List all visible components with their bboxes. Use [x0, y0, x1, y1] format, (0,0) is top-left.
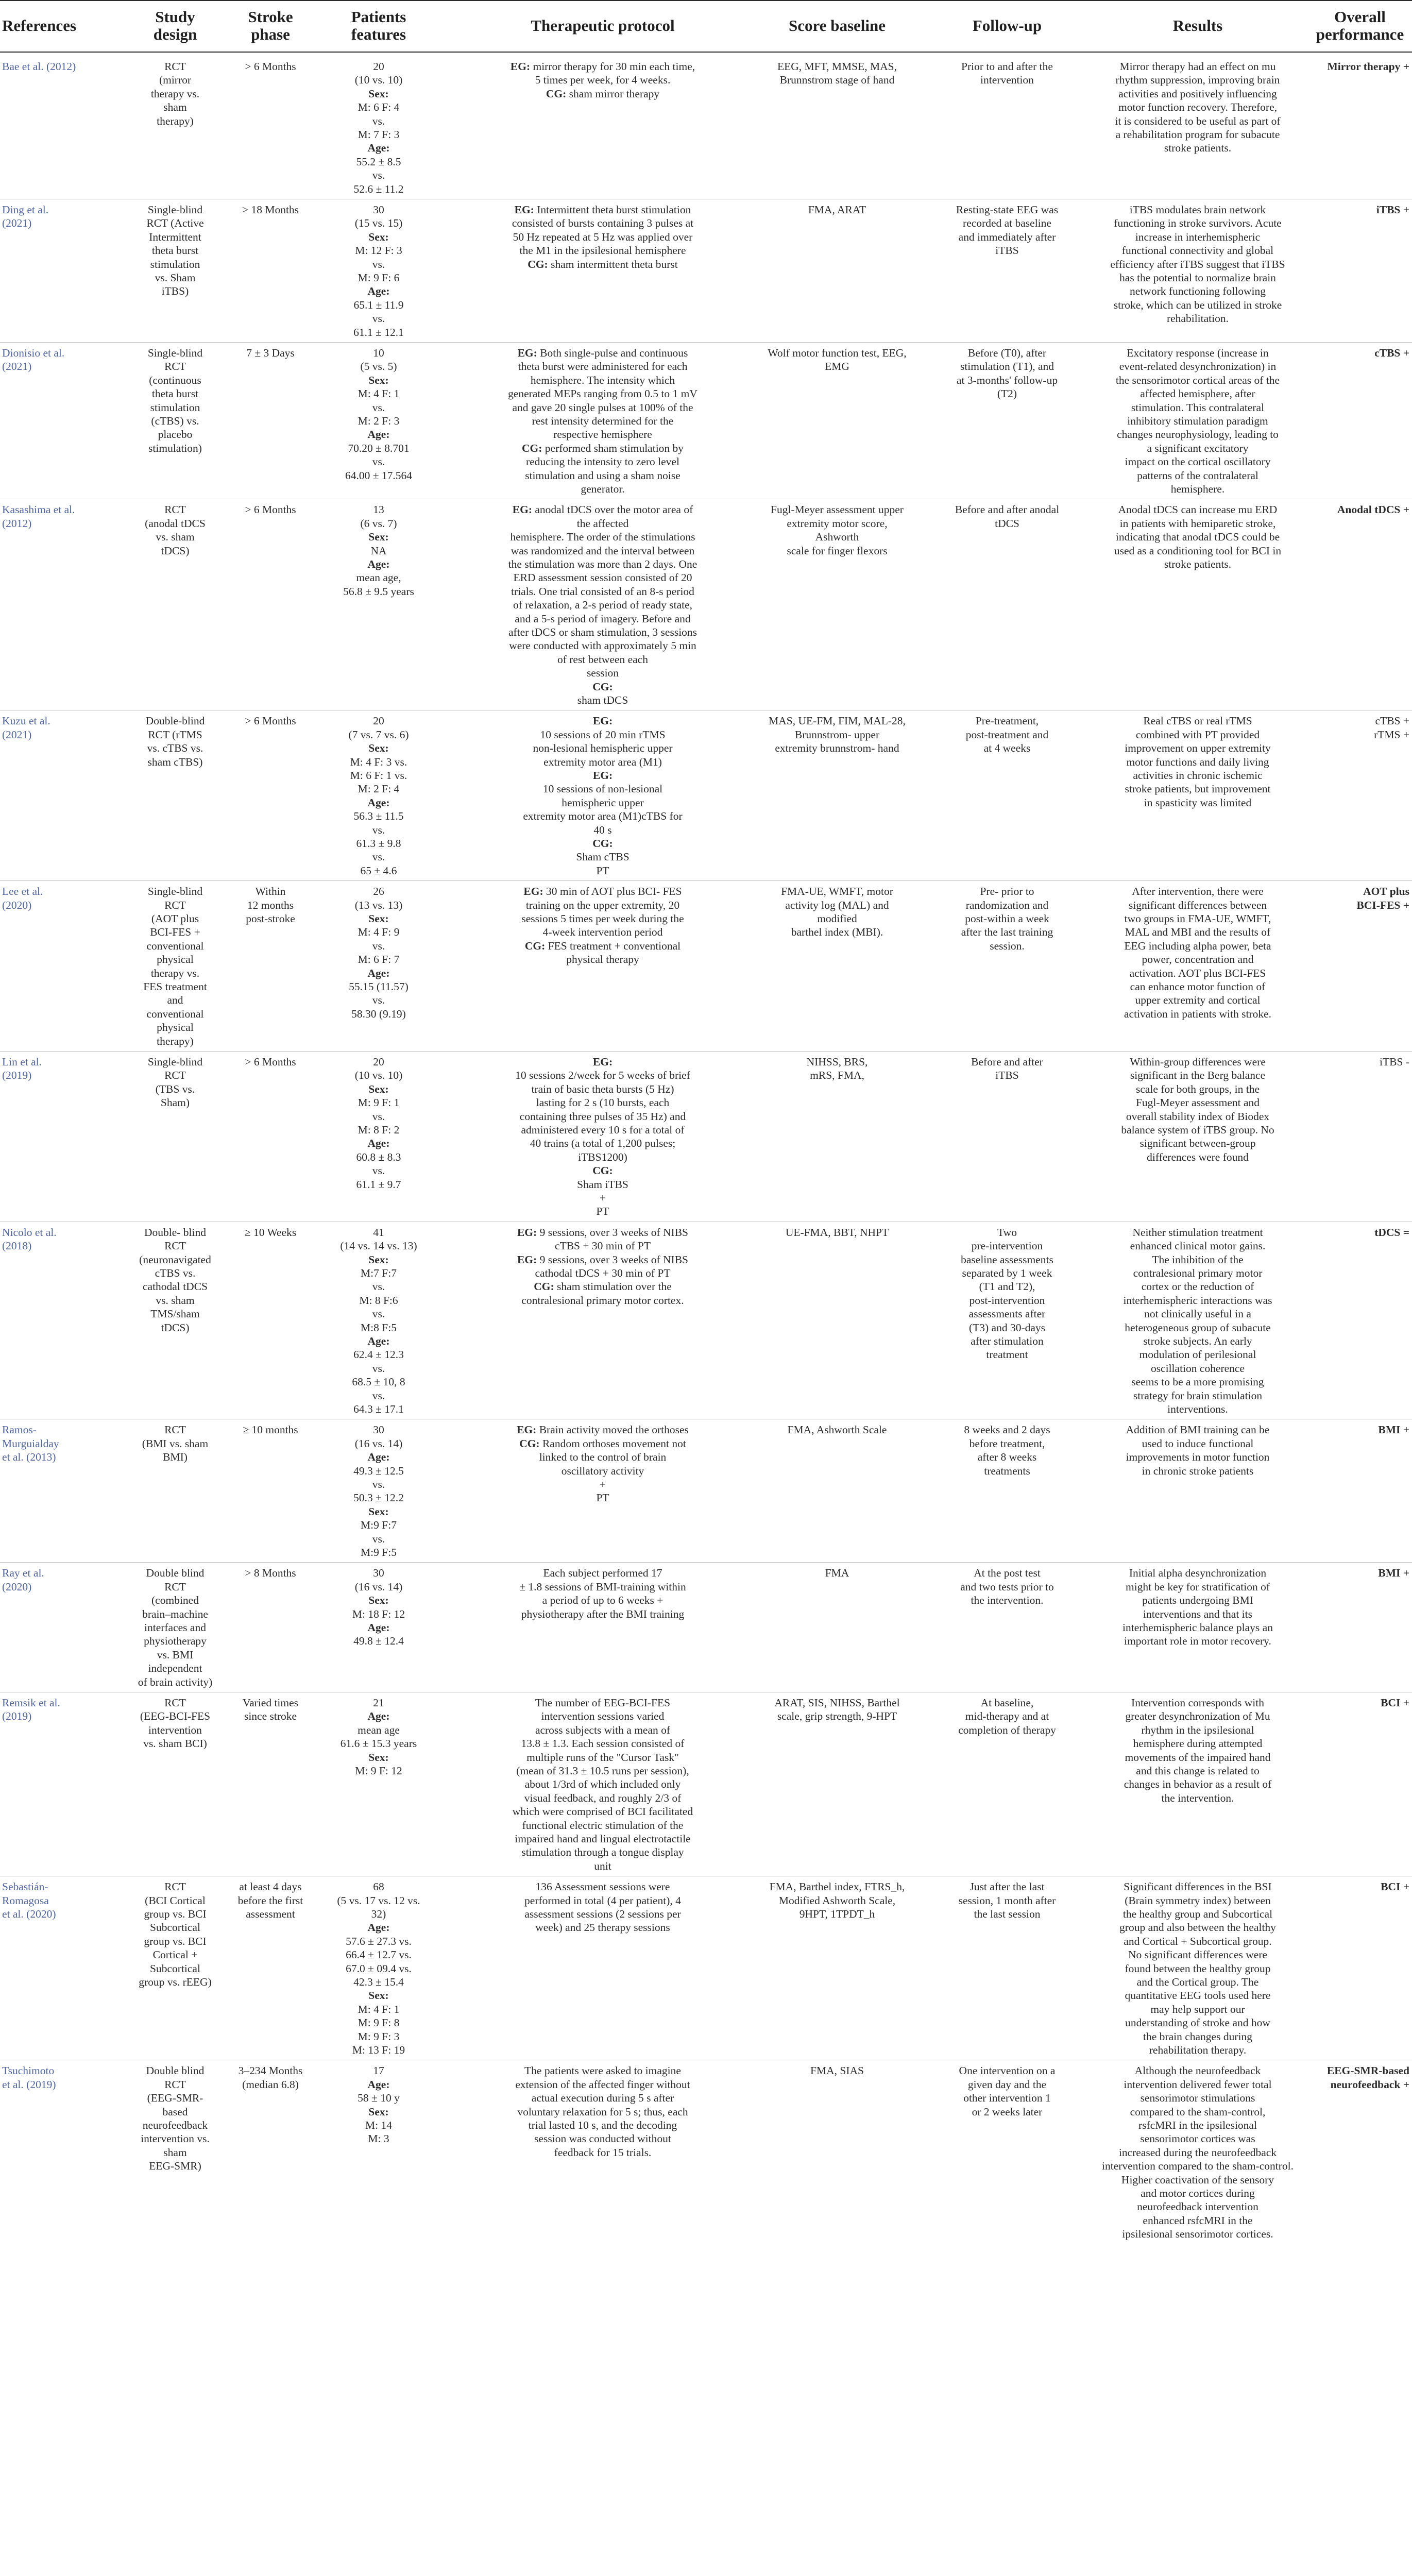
cell-baseline: ARAT, SIS, NIHSS, Barthel scale, grip strength, 9-HPT	[774, 1697, 900, 1723]
header-results: Results	[1172, 16, 1223, 35]
row-divider	[0, 342, 1412, 343]
header-therapeutic-protocol: Therapeutic protocol	[531, 16, 675, 35]
header-follow-up: Follow-up	[972, 16, 1042, 35]
table-row	[0, 1053, 1412, 1224]
cell-patients: 41 (14 vs. 14 vs. 13) Sex: M:7 F:7 vs. M: 8 F:6 vs. M:8 F:5 Age: 62.4 ± 12.3 vs. 68.5 ± 10, 8 vs. 64.3 ± 17.1	[340, 1226, 417, 1416]
cell-patients: 13 (6 vs. 7) Sex: NA Age: mean age, 56.8 ± 9.5 years	[343, 503, 414, 598]
cell-baseline: EEG, MFT, MMSE, MAS, Brunnstrom stage of hand	[777, 60, 897, 87]
cell-results: Intervention corresponds with greater desynchronization of Mu rhythm in the ipsilesional hemisphere during attempted movements of the impaired hand and this change is related to changes in behavior as a result of the intervention.	[1124, 1697, 1272, 1804]
cell-design: Single-blind RCT (Active Intermittent theta burst stimulation vs. Sham iTBS)	[146, 204, 204, 298]
cell-protocol: EG: 10 sessions 2/week for 5 weeks of brief train of basic theta bursts (5 Hz) lasting for 2 s (10 bursts, each containing three pulses of 35 Hz) and administered every 10 s for a total of 40 trains (a total of 1,200 pulses; iTBS1200) CG: Sham iTBS + PT	[515, 1056, 690, 1218]
cell-reference: Ray et al. (2020)	[2, 1567, 44, 1593]
cell-baseline: Fugl-Meyer assessment upper extremity motor score, Ashworth scale for finger flexors	[771, 503, 904, 557]
cell-phase: 3–234 Months (median 6.8)	[238, 2064, 303, 2091]
cell-performance: iTBS +	[1376, 204, 1409, 216]
row-divider	[0, 880, 1412, 881]
cell-patients: 21 Age: mean age 61.6 ± 15.3 years Sex: M: 9 F: 12	[340, 1697, 417, 1777]
header-references: References	[2, 16, 77, 35]
cell-baseline: MAS, UE-FM, FIM, MAL-28, Brunnstrom- upper extremity brunnstrom- hand	[769, 715, 906, 755]
cell-phase: Within 12 months post-stroke	[246, 885, 295, 925]
cell-patients: 30 (16 vs. 14) Age: 49.3 ± 12.5 vs. 50.3 ± 12.2 Sex: M:9 F:7 vs. M:9 F:5	[353, 1423, 404, 1559]
cell-design: Double blind RCT (EEG-SMR- based neurofeedback intervention vs. sham EEG-SMR)	[141, 2064, 210, 2173]
cell-design: Double-blind RCT (rTMS vs. cTBS vs. sham cTBS)	[145, 715, 205, 768]
cell-phase: ≥ 10 months	[243, 1423, 298, 1436]
cell-baseline: FMA, Ashworth Scale	[787, 1423, 887, 1436]
cell-baseline: Wolf motor function test, EEG, EMG	[768, 347, 907, 373]
cell-phase: > 6 Months	[245, 60, 296, 73]
cell-reference: Tsuchimoto et al. (2019)	[2, 2064, 56, 2091]
cell-phase: > 18 Months	[242, 204, 299, 216]
table-row	[0, 1421, 1412, 1564]
cell-design: RCT (BCI Cortical group vs. BCI Subcortical group vs. BCI Cortical + Subcortical group vs. rEEG)	[139, 1880, 212, 1989]
cell-baseline: UE-FMA, BBT, NHPT	[785, 1226, 889, 1239]
cell-phase: > 8 Months	[245, 1567, 296, 1580]
cell-followup: Two pre-intervention baseline assessments separated by 1 week (T1 and T2), post-intervention assessments after (T3) and 30-days after stimulation treatment	[961, 1226, 1053, 1361]
cell-results: iTBS modulates brain network functioning in stroke survivors. Acute increase in interhemispheric functional connectivity and global efficiency after iTBS suggest that iTBS has the potential to normalize brain network functioning following stroke, which can be utilized in stroke rehabilitation.	[1110, 204, 1285, 325]
header-stroke-phase: Stroke phase	[248, 8, 293, 43]
cell-patients: 20 (10 vs. 10) Sex: M: 9 F: 1 vs. M: 8 F: 2 Age: 60.8 ± 8.3 vs. 61.1 ± 9.7	[354, 1056, 403, 1191]
cell-design: Double- blind RCT (neuronavigated cTBS vs. cathodal tDCS vs. sham TMS/sham tDCS)	[139, 1226, 211, 1334]
cell-reference: Sebastián- Romagosa et al. (2020)	[2, 1880, 56, 1920]
cell-protocol: EG: mirror therapy for 30 min each time, 5 times per week, for 4 weeks. CG: sham mirror therapy	[510, 60, 695, 100]
cell-protocol: EG: 30 min of AOT plus BCI- FES training on the upper extremity, 20 sessions 5 times per week during the 4-week intervention period CG: FES treatment + conventional physical therapy	[521, 885, 684, 966]
cell-followup: Before and after anodal tDCS	[955, 503, 1060, 530]
row-divider	[0, 1562, 1412, 1563]
table-row	[0, 1694, 1412, 1878]
cell-followup: One intervention on a given day and the other intervention 1 or 2 weeks later	[959, 2064, 1056, 2118]
cell-phase: Varied times since stroke	[242, 1697, 299, 1723]
cell-protocol: The patients were asked to imagine extension of the affected finger without actual execution during 5 s after voluntary relaxation for 5 s; thus, each trial lasted 10 s, and the decoding session was conducted without feedback for 15 trials.	[515, 2064, 690, 2159]
cell-protocol: EG: Brain activity moved the orthoses CG: Random orthoses movement not linked to the control of brain oscillatory activity + PT	[517, 1423, 689, 1504]
cell-followup: At the post test and two tests prior to the intervention.	[960, 1567, 1054, 1607]
cell-design: Single-blind RCT (TBS vs. Sham)	[147, 1056, 203, 1109]
table-row	[0, 201, 1412, 344]
cell-patients: 30 (15 vs. 15) Sex: M: 12 F: 3 vs. M: 9 F: 6 Age: 65.1 ± 11.9 vs. 61.1 ± 12.1	[353, 204, 404, 338]
cell-followup: Resting-state EEG was recorded at baseline and immediately after iTBS	[956, 204, 1059, 257]
table-row	[0, 883, 1412, 1053]
cell-patients: 68 (5 vs. 17 vs. 12 vs. 32) Age: 57.6 ± 27.3 vs. 66.4 ± 12.7 vs. 67.0 ± 09.4 vs. 42.3 ± 15.4 Sex: M: 4 F: 1 M: 9 F: 8 M: 9 F: 3 M: 13 F: 19	[337, 1880, 420, 2057]
cell-reference: Dionisio et al. (2021)	[2, 347, 65, 373]
row-divider	[0, 1051, 1412, 1052]
cell-protocol: EG: anodal tDCS over the motor area of the affected hemisphere. The order of the stimulations was randomized and the interval between the stimulation was more than 2 days. One ERD assessment session consisted of 20 trials. One trial consisted of an 8-s period of relaxation, a 2-s period of ready state, and a 5-s period of imagery. Before and after tDCS or sham stimulation, 3 sessions were conducted with approximately 5 min of rest between each session CG: sham tDCS	[508, 503, 698, 707]
cell-design: Double blind RCT (combined brain–machine interfaces and physiotherapy vs. BMI independent of brain activity)	[138, 1567, 213, 1688]
cell-reference: Kasashima et al. (2012)	[2, 503, 75, 530]
cell-baseline: FMA	[825, 1567, 849, 1580]
table-header	[0, 0, 1412, 52]
table-row	[0, 1564, 1412, 1694]
cell-reference: Ramos- Murguialday et al. (2013)	[2, 1423, 59, 1464]
cell-results: Real cTBS or real rTMS combined with PT provided improvement on upper extremity motor functions and daily living activities in chronic ischemic stroke patients, but improvement in spasticity was limited	[1125, 715, 1271, 809]
cell-protocol: 136 Assessment sessions were performed in total (4 per patient), 4 assessment sessions (2 sessions per week) and 25 therapy sessions	[524, 1880, 681, 1934]
cell-performance: cTBS + rTMS +	[1374, 715, 1409, 741]
cell-patients: 10 (5 vs. 5) Sex: M: 4 F: 1 vs. M: 2 F: 3 Age: 70.20 ± 8.701 vs. 64.00 ± 17.564	[345, 347, 413, 482]
cell-reference: Ding et al. (2021)	[2, 204, 49, 230]
header-overall-performance: Overall performance	[1316, 8, 1404, 43]
cell-performance: tDCS =	[1374, 1226, 1409, 1239]
cell-followup: Just after the last session, 1 month after the last session	[958, 1880, 1056, 1920]
cell-results: Although the neurofeedback intervention delivered fewer total sensorimotor stimulations compared to the sham-control, rsfcMRI in the ipsilesional sensorimotor cortices was increased during the neurofeedback intervention compared to the sham-control. Higher coactivation of the sensory and motor cortices during neurofeedback intervention enhanced rsfcMRI in the ipsilesional sensorimotor cortices.	[1102, 2064, 1294, 2241]
cell-protocol: EG: Intermittent theta burst stimulation consisted of bursts containing 3 pulses at 50 Hz repeated at 5 Hz was applied over the M1 in the ipsilesional hemisphere CG: sham intermittent theta burst	[512, 204, 694, 270]
cell-followup: Pre-treatment, post-treatment and at 4 weeks	[965, 715, 1049, 755]
table-row	[0, 1878, 1412, 2062]
table-row	[0, 2062, 1412, 2246]
table-row	[0, 501, 1412, 712]
cell-performance: BMI +	[1378, 1567, 1409, 1580]
table-row	[0, 344, 1412, 501]
cell-patients: 20 (10 vs. 10) Sex: M: 6 F: 4 vs. M: 7 F: 3 Age: 55.2 ± 8.5 vs. 52.6 ± 11.2	[353, 60, 404, 195]
cell-reference: Bae et al. (2012)	[2, 60, 76, 73]
cell-protocol: The number of EEG-BCI-FES intervention sessions varied across subjects with a mean of 13.8 ± 1.3. Each session consisted of multiple runs of the "Cursor Task" (mean of 31.3 ± 10.5 runs per session), about 1/3rd of which included only visual feedback, and roughly 2/3 of which were comprised of BCI facilitated functional electric stimulation of the impaired hand and lingual electrotactile stimulation through a tongue display unit	[512, 1697, 693, 1872]
cell-results: Anodal tDCS can increase mu ERD in patients with hemiparetic stroke, indicating that anodal tDCS could be used as a conditioning tool for BCI in stroke patients.	[1114, 503, 1282, 571]
cell-baseline: FMA, ARAT	[808, 204, 866, 216]
cell-results: Neither stimulation treatment enhanced clinical motor gains. The inhibition of the contralesional primary motor cortex or the reduction of interhemispheric interactions was not clinically useful in a heterogeneous group of subacute stroke subjects. An early modulation of perilesional oscillation coherence seems to be a more promising strategy for brain stimulation interventions.	[1123, 1226, 1272, 1416]
cell-protocol: EG: 10 sessions of 20 min rTMS non-lesional hemispheric upper extremity motor area (M1) EG: 10 sessions of non-lesional hemispheric upper extremity motor area (M1)cTBS for 40 s CG: Sham cTBS PT	[523, 715, 683, 877]
cell-baseline: FMA, Barthel index, FTRS_h, Modified Ashworth Scale, 9HPT, 1TPDT_h	[769, 1880, 905, 1920]
cell-design: RCT (mirror therapy vs. sham therapy)	[150, 60, 200, 127]
cell-protocol: EG: 9 sessions, over 3 weeks of NIBS cTBS + 30 min of PT EG: 9 sessions, over 3 weeks of NIBS cathodal tDCS + 30 min of PT CG: sham stimulation over the contralesional primary motor cortex.	[517, 1226, 689, 1307]
cell-reference: Kuzu et al. (2021)	[2, 715, 50, 741]
header-score-baseline: Score baseline	[789, 16, 886, 35]
cell-phase: > 6 Months	[245, 503, 296, 516]
cell-followup: 8 weeks and 2 days before treatment, after 8 weeks treatments	[964, 1423, 1050, 1477]
header-patients-features: Patients features	[351, 8, 406, 43]
cell-followup: Before and after iTBS	[971, 1056, 1043, 1082]
cell-phase: ≥ 10 Weeks	[244, 1226, 297, 1239]
table-row	[0, 58, 1412, 201]
cell-followup: Before (T0), after stimulation (T1), and at 3-months' follow-up (T2)	[956, 347, 1058, 400]
cell-baseline: FMA-UE, WMFT, motor activity log (MAL) and modified barthel index (MBI).	[781, 885, 893, 939]
cell-design: RCT (EEG-BCI-FES intervention vs. sham BCI)	[140, 1697, 211, 1750]
header-study-design: Study design	[153, 8, 197, 43]
cell-performance: AOT plus BCI-FES +	[1356, 885, 1409, 911]
cell-performance: Mirror therapy +	[1327, 60, 1409, 73]
cell-design: RCT (anodal tDCS vs. sham tDCS)	[145, 503, 206, 557]
cell-results: Mirror therapy had an effect on mu rhythm suppression, improving brain activities and positively influencing motor function recovery. Therefore, it is considered to be useful as part of a rehabilitation program for subacute stroke patients.	[1115, 60, 1281, 155]
cell-followup: At baseline, mid-therapy and at completion of therapy	[958, 1697, 1056, 1736]
cell-reference: Nicolo et al. (2018)	[2, 1226, 57, 1252]
cell-performance: cTBS +	[1374, 347, 1409, 359]
cell-results: Addition of BMI training can be used to induce functional improvements in motor function in chronic stroke patients	[1126, 1423, 1270, 1477]
cell-results: Within-group differences were significant in the Berg balance scale for both groups, in the Fugl-Meyer assessment and overall stability index of Biodex balance system of iTBS group. No significant between-group differences were found	[1121, 1056, 1274, 1163]
cell-patients: 20 (7 vs. 7 vs. 6) Sex: M: 4 F: 3 vs. M: 6 F: 1 vs. M: 2 F: 4 Age: 56.3 ± 11.5 vs. 61.3 ± 9.8 vs. 65 ± 4.6	[348, 715, 409, 877]
cell-reference: Lee et al. (2020)	[2, 885, 43, 911]
header-bottom-rule	[0, 52, 1412, 53]
cell-results: Initial alpha desynchronization might be key for stratification of patients undergoing BMI interventions and that its interhemispheric balance plays an important role in motor recovery.	[1122, 1567, 1273, 1648]
cell-patients: 26 (13 vs. 13) Sex: M: 4 F: 9 vs. M: 6 F: 7 Age: 55.15 (11.57) vs. 58.30 (9.19)	[349, 885, 409, 1020]
cell-results: Significant differences in the BSI (Brain symmetry index) between the healthy group and Subcortical group and also between the healthy and Cortical + Subcortical group. No significant differences were found between the healthy group and the Cortical group. The quantitative EEG tools used here may help support our understanding of stroke and how the brain changes during rehabilitation therapy.	[1119, 1880, 1276, 2057]
cell-results: After intervention, there were significant differences between two groups in FMA-UE, WMFT, MAL and MBI and the results of EEG including alpha power, beta power, concentration and activation. AOT plus BCI-FES can enhance motor function of upper extremity and cortical activation in patients with stroke.	[1124, 885, 1271, 1020]
cell-performance: EEG-SMR-based neurofeedback +	[1326, 2064, 1409, 2091]
table-row	[0, 712, 1412, 883]
cell-performance: BMI +	[1378, 1423, 1409, 1436]
cell-phase: at least 4 days before the first assessment	[237, 1880, 303, 1920]
cell-design: Single-blind RCT (AOT plus BCI-FES + conventional physical therapy vs. FES treatment and conventional physical therapy)	[143, 885, 207, 1047]
cell-reference: Lin et al. (2019)	[2, 1056, 42, 1082]
cell-reference: Remsik et al. (2019)	[2, 1697, 60, 1723]
cell-protocol: Each subject performed 17 ± 1.8 sessions of BMI-training within a period of up to 6 weeks + physiotherapy after the BMI training	[519, 1567, 686, 1620]
cell-phase: 7 ± 3 Days	[246, 347, 295, 359]
cell-patients: 30 (16 vs. 14) Sex: M: 18 F: 12 Age: 49.8 ± 12.4	[352, 1567, 405, 1648]
cell-phase: > 6 Months	[245, 715, 296, 727]
cell-baseline: FMA, SIAS	[810, 2064, 864, 2077]
cell-patients: 17 Age: 58 ± 10 y Sex: M: 14 M: 3	[358, 2064, 400, 2145]
cell-followup: Pre- prior to randomization and post-within a week after the last training session.	[961, 885, 1053, 952]
cell-results: Excitatory response (increase in event-related desynchronization) in the sensorimotor cortical areas of the affected hemisphere, after stimulation. This contralateral inhibitory stimulation paradigm changes neurophysiology, leading to a significant excitatory impact on the cortical oscillatory patterns of the contralateral hemisphere.	[1115, 347, 1280, 496]
cell-performance: Anodal tDCS +	[1337, 503, 1409, 516]
cell-performance: BCI +	[1381, 1880, 1409, 1893]
cell-baseline: NIHSS, BRS, mRS, FMA,	[806, 1056, 868, 1082]
cell-protocol: EG: Both single-pulse and continuous theta burst were administered for each hemisphere. The intensity which generated MEPs ranging from 0.5 to 1 mV and gave 20 single pulses at 100% of the rest intensity determined for the respective hemisphere CG: performed sham stimulation by reducing the intensity to zero level stimulation and using a sham noise generator.	[508, 347, 698, 496]
table-row	[0, 1224, 1412, 1421]
cell-performance: BCI +	[1381, 1697, 1409, 1709]
cell-performance: iTBS -	[1380, 1056, 1409, 1068]
cell-design: RCT (BMI vs. sham BMI)	[142, 1423, 209, 1464]
cell-design: Single-blind RCT (continuous theta burst stimulation (cTBS) vs. placebo stimulation)	[147, 347, 203, 454]
cell-phase: > 6 Months	[245, 1056, 296, 1068]
cell-followup: Prior to and after the intervention	[961, 60, 1053, 87]
